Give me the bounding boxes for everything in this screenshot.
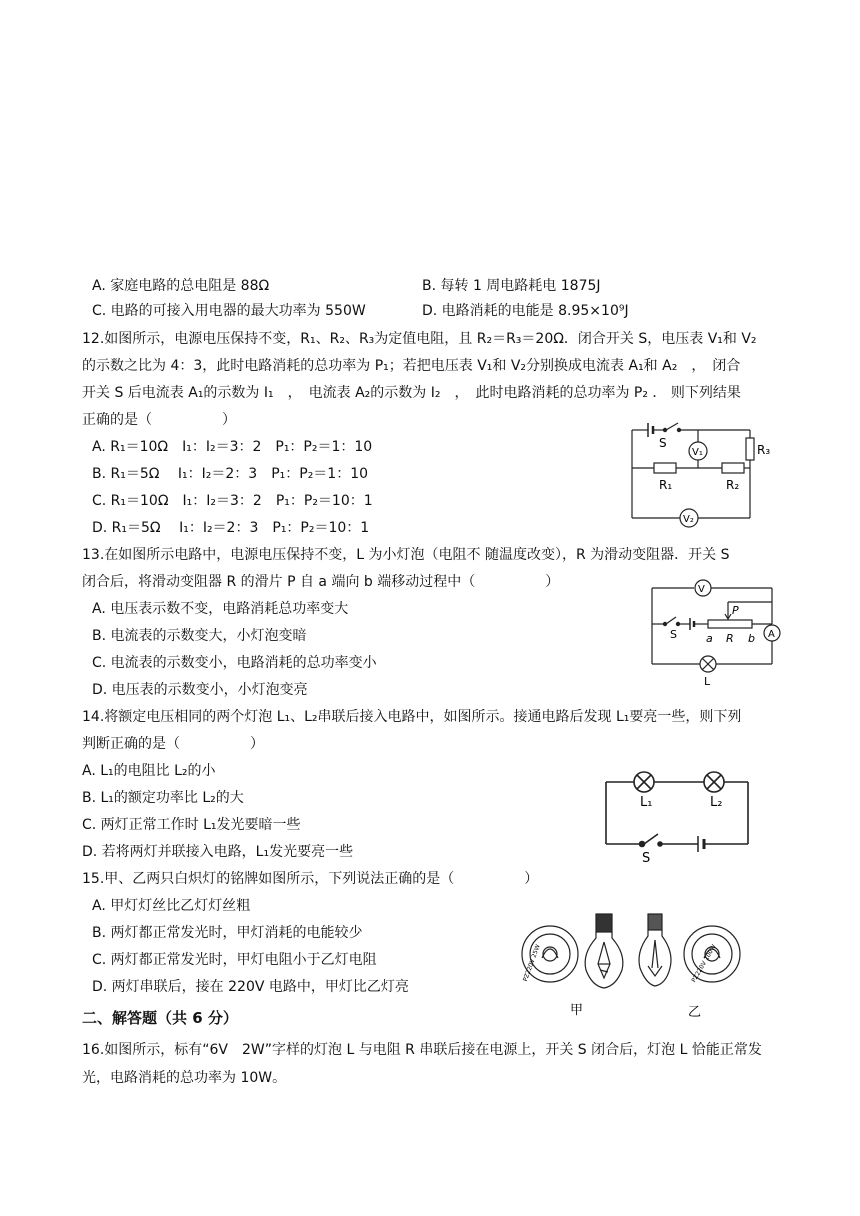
q14-label-l2: L₂ [710, 795, 723, 810]
q15-plate-jia: PZ220V 25W [521, 943, 542, 983]
q13-label-l: L [704, 675, 711, 688]
q15-bulbs-figure [516, 906, 752, 1022]
q15-label-yi: 乙 [688, 1005, 702, 1020]
q13-stem-line-2: 闭合后，将滑动变阻器 R 的滑片 P 自 a 端向 b 端移动过程中（ ） [82, 574, 560, 590]
q14-label-s: S [642, 851, 651, 864]
section-heading: 二、解答题（共 6 分） [82, 1009, 238, 1027]
q12-stem-line-3: 开关 S 后电流表 A₁的示数为 I₁ ， 电流表 A₂的示数为 I₂ ， 此时电路消耗的总功率为 P₂ ． 则下列结果 [82, 385, 741, 401]
q12-stem-line-4: 正确的是（ ） [82, 412, 236, 428]
q12-option-d: D. R₁＝5Ω I₁：I₂＝2：3 P₁：P₂＝10：1 [92, 520, 370, 536]
q13-circuit-diagram [644, 576, 794, 688]
q14-stem-line-2: 判断正确的是（ ） [82, 736, 264, 752]
q14-label-l1: L₁ [640, 795, 653, 810]
q12-option-a: A. R₁＝10Ω I₁：I₂＝3：2 P₁：P₂＝1：10 [92, 439, 373, 455]
q12-option-b: B. R₁＝5Ω I₁：I₂＝2：3 P₁：P₂＝1：10 [92, 466, 369, 482]
q14-stem-line-1: 14.将额定电压相同的两个灯泡 L₁、L₂串联后接入电路中，如图所示。接通电路后发现 L₁要亮一些，则下列 [82, 709, 742, 725]
q15-label-jia: 甲 [570, 1003, 584, 1018]
q13-label-a: a [706, 632, 713, 645]
q13-stem-line-1: 13.在如图所示电路中，电源电压保持不变，L 为小灯泡（电阻不 随温度改变），R 为滑动变阻器．开关 S [82, 547, 730, 563]
q12-label-v2: V₂ [683, 514, 694, 525]
q12-label-r1: R₁ [659, 478, 673, 492]
q13-label-r: R [726, 632, 734, 645]
q12-label-r3: R₃ [757, 443, 771, 457]
q13-option-c: C. 电流表的示数变小，电路消耗的总功率变小 [92, 655, 377, 671]
q12-option-c: C. R₁＝10Ω I₁：I₂＝3：2 P₁：P₂＝10：1 [92, 493, 373, 509]
q13-option-d: D. 电压表的示数变小，小灯泡变亮 [92, 682, 308, 698]
q12-label-s: S [659, 436, 667, 450]
q13-label-p: P [732, 604, 739, 617]
q15-option-b: B. 两灯都正常发光时，甲灯消耗的电能较少 [92, 925, 363, 941]
q13-label-ammeter: A [768, 629, 775, 640]
q12-label-r2: R₂ [726, 478, 740, 492]
q14-option-a: A. L₁的电阻比 L₂的小 [82, 763, 216, 779]
q14-circuit-diagram [598, 768, 760, 864]
q13-label-v: V [698, 584, 705, 595]
q12-circuit-diagram [624, 418, 784, 530]
q13-label-b: b [748, 632, 755, 645]
q15-option-a: A. 甲灯灯丝比乙灯灯丝粗 [92, 898, 251, 914]
q15-plate-yi: PZ220V 100W [690, 943, 718, 984]
q14-option-d: D. 若将两灯并联接入电路，L₁发光要亮一些 [82, 844, 354, 860]
q16-stem-line-2: 光，电路消耗的总功率为 10W。 [82, 1070, 287, 1086]
q12-stem-line-2: 的示数之比为 4：3，此时电路消耗的总功率为 P₁；若把电压表 V₁和 V₂分别换成电流表 A₁和 A₂ ， 闭合 [82, 358, 741, 374]
q15-stem: 15.甲、乙两只白炽灯的铭牌如图所示，下列说法正确的是（ ） [82, 871, 539, 887]
q15-option-d: D. 两灯串联后，接在 220V 电路中，甲灯比乙灯亮 [92, 979, 409, 995]
q14-option-c: C. 两灯正常工作时 L₁发光要暗一些 [82, 817, 301, 833]
q13-label-s: S [670, 628, 677, 641]
q12-label-v1: V₁ [692, 447, 703, 458]
q11-option-d: D. 电路消耗的电能是 8.95×10⁹J [422, 303, 629, 319]
q14-option-b: B. L₁的额定功率比 L₂的大 [82, 790, 244, 806]
q11-option-b: B. 每转 1 周电路耗电 1875J [422, 278, 601, 294]
q13-option-a: A. 电压表示数不变，电路消耗总功率变大 [92, 601, 349, 617]
q16-stem-line-1: 16.如图所示，标有“6V 2W”字样的灯泡 L 与电阻 R 串联后接在电源上，开关 S 闭合后，灯泡 L 恰能正常发 [82, 1042, 762, 1058]
q12-stem-line-1: 12.如图所示，电源电压保持不变，R₁、R₂、R₃为定值电阻，且 R₂＝R₃＝20Ω．闭合开关 S，电压表 V₁和 V₂ [82, 331, 757, 347]
q11-option-a: A. 家庭电路的总电阻是 88Ω [92, 278, 270, 294]
q13-option-b: B. 电流表的示数变大，小灯泡变暗 [92, 628, 307, 644]
q11-option-c: C. 电路的可接入用电器的最大功率为 550W [92, 303, 366, 319]
q15-option-c: C. 两灯都正常发光时，甲灯电阻小于乙灯电阻 [92, 952, 377, 968]
